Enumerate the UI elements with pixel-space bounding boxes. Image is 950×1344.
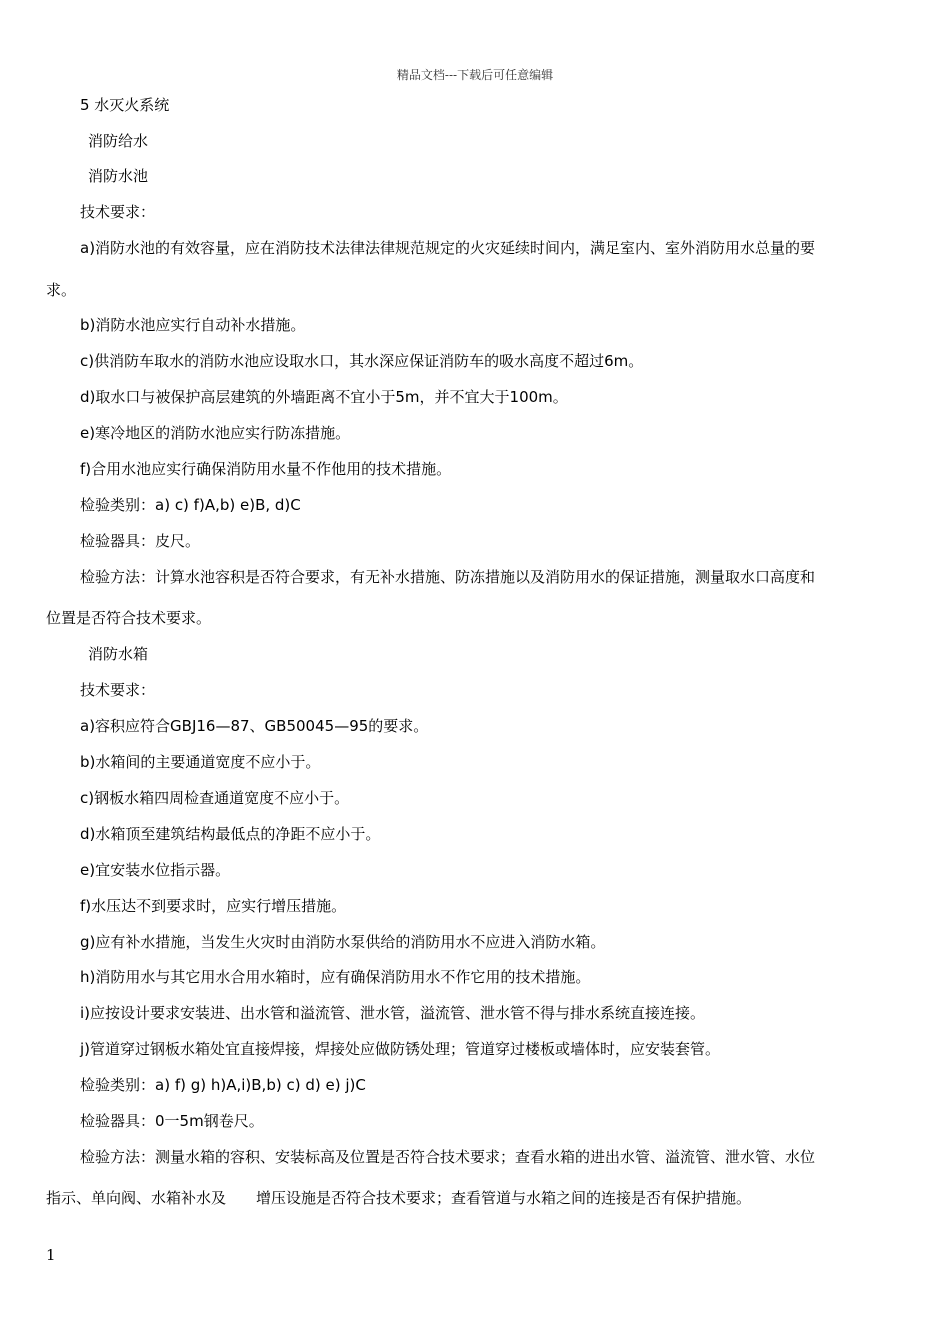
- section-heading: 5 水灭火系统: [80, 96, 170, 114]
- paragraph-line: 检验方法：测量水箱的容积、安装标高及位置是否符合技术要求；查看水箱的进出水管、溢流管、泄水管、水位: [80, 1148, 816, 1166]
- paragraph-line: a)消防水池的有效容量，应在消防技术法律法律规范规定的火灾延续时间内，满足室内、室外消防用水总量的要: [80, 239, 816, 257]
- paragraph-line: e)寒冷地区的消防水池应实行防冻措施。: [80, 424, 351, 442]
- paragraph-line: 指示、单向阀、水箱补水及 增压设施是否符合技术要求；查看管道与水箱之间的连接是否有保护措施。: [46, 1189, 752, 1207]
- subsection-heading: 消防给水: [88, 132, 149, 150]
- paragraph-line: b)水箱间的主要通道宽度不应小于。: [80, 753, 321, 771]
- paragraph-line: 求。: [46, 281, 77, 299]
- paragraph-line: 检验类别：a) f) g) h)A,i)B,b) c) d) e) j)C: [80, 1076, 366, 1094]
- page-header: 精品文档---下载后可任意编辑: [396, 68, 554, 82]
- paragraph-line: g)应有补水措施，当发生火灾时由消防水泵供给的消防用水不应进入消防水箱。: [80, 933, 606, 951]
- paragraph-line: h)消防用水与其它用水合用水箱时，应有确保消防用水不作它用的技术措施。: [80, 968, 591, 986]
- paragraph-line: 位置是否符合技术要求。: [46, 609, 212, 627]
- paragraph-line: 技术要求：: [80, 203, 156, 221]
- paragraph-line: 技术要求：: [80, 681, 156, 699]
- paragraph-line: 检验器具：皮尺。: [80, 532, 201, 550]
- paragraph-line: f)水压达不到要求时，应实行增压措施。: [80, 897, 347, 915]
- subsection-heading: 消防水箱: [88, 645, 149, 663]
- paragraph-line: d)水箱顶至建筑结构最低点的净距不应小于。: [80, 825, 381, 843]
- paragraph-line: b)消防水池应实行自动补水措施。: [80, 316, 306, 334]
- page-number: 1: [46, 1246, 56, 1264]
- paragraph-line: f)合用水池应实行确保消防用水量不作他用的技术措施。: [80, 460, 452, 478]
- paragraph-line: i)应按设计要求安装进、出水管和溢流管、泄水管，溢流管、泄水管不得与排水系统直接连接。: [80, 1004, 706, 1022]
- paragraph-line: 检验类别：a) c) f)A,b) e)B, d)C: [80, 496, 301, 514]
- paragraph-line: c)供消防车取水的消防水池应设取水口，其水深应保证消防车的吸水高度不超过6m。: [80, 352, 644, 370]
- subsection-heading: 消防水池: [88, 167, 149, 185]
- paragraph-line: 检验方法：计算水池容积是否符合要求，有无补水措施、防冻措施以及消防用水的保证措施，测量取水口高度和: [80, 568, 816, 586]
- paragraph-line: a)容积应符合GBJ16—87、GB50045—95的要求。: [80, 717, 429, 735]
- paragraph-line: 检验器具：0一5m钢卷尺。: [80, 1112, 264, 1130]
- paragraph-line: d)取水口与被保护高层建筑的外墙距离不宜小于5m，并不宜大于100m。: [80, 388, 568, 406]
- paragraph-line: c)钢板水箱四周检查通道宽度不应小于。: [80, 789, 350, 807]
- paragraph-line: e)宜安装水位指示器。: [80, 861, 231, 879]
- paragraph-line: j)管道穿过钢板水箱处宜直接焊接，焊接处应做防锈处理；管道穿过楼板或墙体时，应安装套管。: [80, 1040, 721, 1058]
